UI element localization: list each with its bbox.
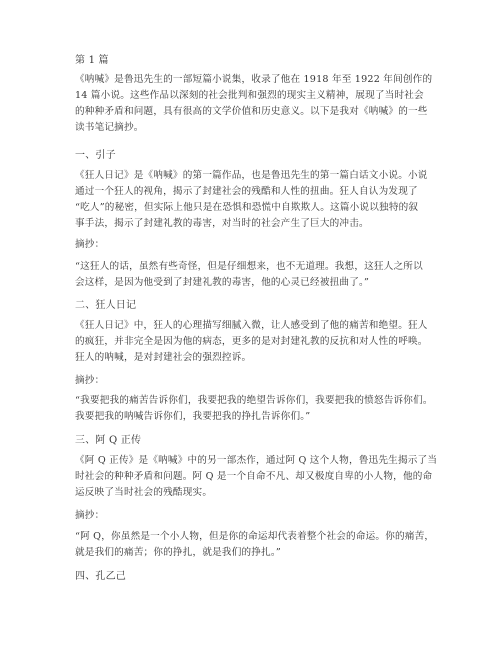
section-body-line: “吃人”的秘密，但实际上他只是在恐惧和恐慌中自欺欺人。这篇小说以独特的叙 <box>75 202 419 213</box>
section-body-line: 通过一个狂人的视角，揭示了封建社会的残酷和人性的扭曲。狂人自认为发现了 <box>75 186 418 197</box>
section-body-line: 的疯狂，并非完全是因为他的病态，更多的是对封建礼教的反抗和对人性的呼唤。 <box>75 336 428 347</box>
excerpt-line: 会这样，是因为他受到了封建礼教的毒害，他的心灵已经被扭曲了。” <box>75 277 370 288</box>
intro-line: 《呐喊》是鲁迅先生的一部短篇小说集，收录了他在 1918 年至 1922 年间创作的 <box>75 74 433 85</box>
section-body-line: 《狂人日记》中，狂人的心理描写细腻入微，让人感受到了他的痛苦和绝望。狂人 <box>75 320 428 331</box>
section-body-line: 《狂人日记》是《呐喊》的第一篇作品，也是鲁迅先生的第一篇白话文小说。小说 <box>75 170 428 181</box>
intro-line: 的种种矛盾和问题，具有很高的文学价值和历史意义。以下是我对《呐喊》的一些 <box>75 106 428 117</box>
intro-line: 14 篇小说。这些作品以深刻的社会批判和强烈的现实主义精神，展现了当时社会 <box>75 90 424 101</box>
excerpt-line: “我要把我的痛苦告诉你们，我要把我的绝望告诉你们，我要把我的愤怒告诉你们。 <box>75 395 433 406</box>
excerpt-line: “阿 Q，你虽然是一个小人物，但是你的命运却代表着整个社会的命运。你的痛苦， <box>75 531 435 542</box>
section-heading: 二、狂人日记 <box>75 300 137 311</box>
section-body-line: 《阿 Q 正传》是《呐喊》中的另一部杰作，通过阿 Q 这个人物，鲁迅先生揭示了当 <box>75 455 438 466</box>
excerpt-line: 我要把我的呐喊告诉你们，我要把我的挣扎告诉你们。” <box>75 411 311 422</box>
intro-line: 读书笔记摘抄。 <box>75 122 144 133</box>
excerpt-label: 摘抄： <box>75 375 105 386</box>
excerpt-label: 摘抄： <box>75 510 105 521</box>
section-body-line: 运反映了当时社会的残酷现实。 <box>75 487 213 498</box>
excerpt-label: 摘抄： <box>75 239 105 250</box>
section-body-line: 事手法，揭示了封建礼教的毒害，对当时的社会产生了巨大的冲击。 <box>75 218 369 229</box>
excerpt-line: “这狂人的话，虽然有些奇怪，但是仔细想来，也不无道理。我想，这狂人之所以 <box>75 261 423 272</box>
page-label: 第 1 篇 <box>75 55 109 66</box>
section-body-line: 狂人的呐喊，是对封建社会的强烈控诉。 <box>75 352 252 363</box>
section-heading: 四、孔乙己 <box>75 571 126 582</box>
section-heading: 一、引子 <box>75 150 116 161</box>
section-body-line: 时社会的种种矛盾和问题。阿 Q 是一个自命不凡、却又极度自卑的小人物，他的命 <box>75 471 433 482</box>
excerpt-line: 就是我们的痛苦；你的挣扎，就是我们的挣扎。” <box>75 547 281 558</box>
section-heading: 三、阿 Q 正传 <box>75 435 142 446</box>
